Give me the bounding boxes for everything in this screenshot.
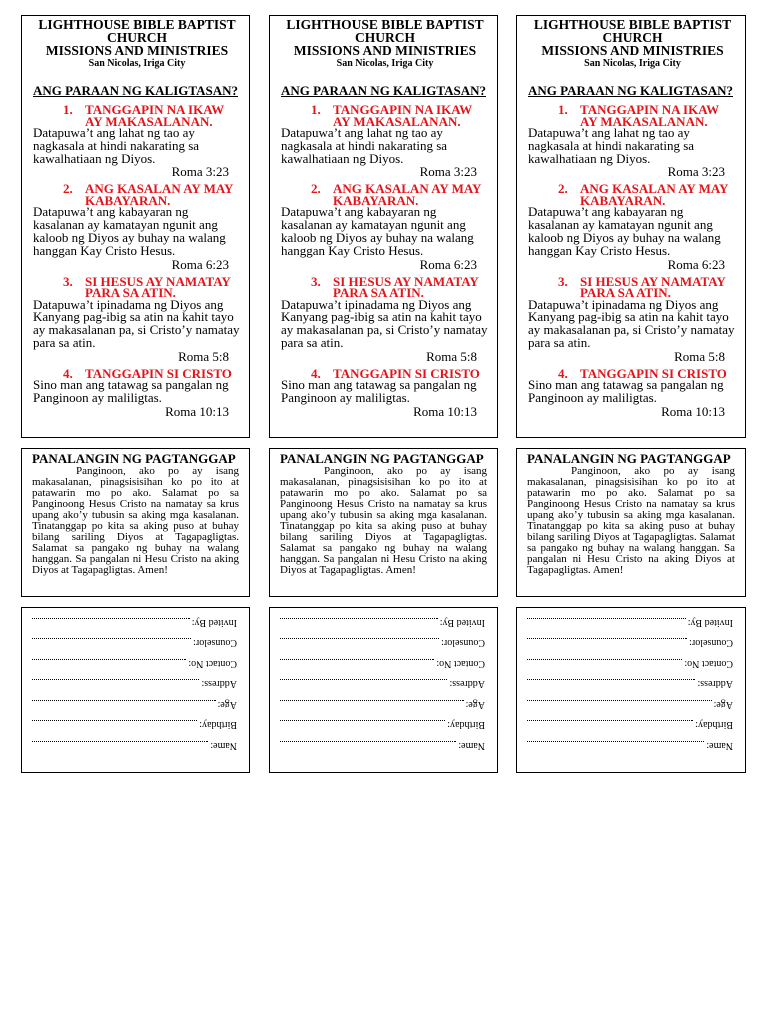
- bible-reference: Roma 5:8: [178, 348, 229, 364]
- form-row: Counselor:: [32, 627, 237, 648]
- church-location: San Nicolas, Iriga City: [336, 58, 434, 69]
- point-title: 1. TANGGAPIN NA IKAW AY MAKASALANAN.: [558, 102, 719, 129]
- fill-line[interactable]: [527, 721, 693, 730]
- form-row: Address:: [527, 668, 733, 689]
- prayer-title: PANALANGIN NG PAGTANGGAP: [527, 451, 731, 466]
- fill-line[interactable]: [527, 618, 686, 627]
- form-row: Age:: [32, 689, 237, 710]
- fill-line[interactable]: [280, 721, 445, 730]
- point-title: 4. TANGGAPIN SI CRISTO: [311, 365, 480, 381]
- fill-line[interactable]: [32, 680, 199, 689]
- form-row: Birthday:: [280, 709, 485, 730]
- bible-reference: Roma 3:23: [667, 164, 725, 180]
- fill-line[interactable]: [32, 639, 191, 648]
- bible-reference: Roma 10:13: [165, 403, 229, 419]
- fill-line[interactable]: [280, 741, 456, 750]
- prayer-text: Panginoon, ako po ay isang makasalanan, pinagsisisihan ko po ito at patawarin mo po ako. Salamat po sa Panginoong Hesus Cristo na namatay sa krus upang ako’y tubusin sa aking mga kasalanan. Tinatanggap po kita sa aking puso at buhay bilang sariling Diyos at Tagapagligtas. Salamat sa pangako ng buhay na walang hanggan. Sa pangalan ni Hesu Cristo na aking Diyos at Tagapagligtas. Amen!: [280, 465, 487, 576]
- decision-form-2: [269, 607, 498, 773]
- point-text: Sino man ang tatawag sa pangalan ng Panginoon ay maliligtas.: [528, 377, 724, 406]
- fill-line[interactable]: [32, 700, 216, 709]
- form-row: Name:: [32, 730, 237, 751]
- fill-line[interactable]: [280, 618, 438, 627]
- fill-line[interactable]: [32, 659, 186, 668]
- point-title: 4. TANGGAPIN SI CRISTO: [63, 365, 232, 381]
- fill-line[interactable]: [527, 700, 712, 709]
- bible-reference: Roma 6:23: [419, 256, 477, 272]
- point-text: Datapuwa’t ipinadama ng Diyos ang Kanyang pag-ibig sa atin na kahit tayo ay makasalanan pa, si Cristo’y namatay para sa atin.: [33, 296, 240, 350]
- point-text: Datapuwa’t ang lahat ng tao ay nagkasala at hindi nakarating sa kawalhatiaan ng Diyos.: [528, 125, 695, 166]
- point-title: 1. TANGGAPIN NA IKAW AY MAKASALANAN.: [311, 102, 472, 129]
- form-row: Birthday:: [527, 709, 733, 730]
- form-row: Contact No:: [527, 648, 733, 669]
- bible-reference: Roma 10:13: [413, 403, 477, 419]
- tract-heading: ANG PARAAN NG KALIGTASAN?: [281, 83, 486, 98]
- bible-reference: Roma 3:23: [419, 164, 477, 180]
- point-text: Datapuwa’t ang lahat ng tao ay nagkasala at hindi nakarating sa kawalhatiaan ng Diyos.: [281, 125, 448, 166]
- tract-card-3: [516, 15, 746, 438]
- form-row: Name:: [280, 730, 485, 751]
- church-name: LIGHTHOUSE BIBLE BAPTIST CHURCH MISSIONS AND MINISTRIES: [533, 17, 732, 58]
- point-text: Datapuwa’t ang kabayaran ng kasalanan ay kamatayan ngunit ang kaloob ng Diyos ay buhay na walang hanggan Kay Cristo Hesus.: [281, 204, 474, 258]
- point-title: 3. SI HESUS AY NAMATAY PARA SA ATIN.: [311, 273, 479, 301]
- form-row: Name:: [527, 730, 733, 751]
- form-row: Address:: [280, 668, 485, 689]
- point-title: 3. SI HESUS AY NAMATAY PARA SA ATIN.: [63, 273, 231, 301]
- point-text: Datapuwa’t ang lahat ng tao ay nagkasala at hindi nakarating sa kawalhatiaan ng Diyos.: [33, 125, 200, 166]
- point-title: 2. ANG KASALAN AY MAY KABAYARAN.: [63, 181, 233, 208]
- point-title: 2. ANG KASALAN AY MAY KABAYARAN.: [558, 181, 728, 208]
- decision-form-3: [516, 607, 746, 773]
- form-row: Invited By:: [32, 607, 237, 628]
- fill-line[interactable]: [280, 700, 464, 709]
- fill-line[interactable]: [527, 680, 695, 689]
- fill-line[interactable]: [280, 639, 439, 648]
- fill-line[interactable]: [32, 618, 190, 627]
- point-title: 3. SI HESUS AY NAMATAY PARA SA ATIN.: [558, 273, 726, 301]
- fill-line[interactable]: [527, 639, 687, 648]
- form-row: Birthday:: [32, 709, 237, 730]
- point-text: Datapuwa’t ipinadama ng Diyos ang Kanyang pag-ibig sa atin na kahit tayo ay makasalanan pa, si Cristo’y namatay para sa atin.: [281, 296, 488, 350]
- prayer-text: Panginoon, ako po ay isang makasalanan, pinagsisisihan ko po ito at patawarin mo po ako. Salamat po sa Panginoong Hesus Cristo na namatay sa krus upang ako’y tubusin sa aking mga kasalanan. Tinatanggap po kita sa aking puso at buhay bilang sariling Diyos at Tagapagligtas. Salamat sa pangako ng buhay na walang hanggan. Sa pangalan ni Hesu Cristo na aking Diyos at Tagapagligtas. Amen!: [527, 465, 735, 576]
- point-text: Datapuwa’t ang kabayaran ng kasalanan ay kamatayan ngunit ang kaloob ng Diyos ay buhay na walang hanggan Kay Cristo Hesus.: [33, 204, 226, 258]
- fill-line[interactable]: [32, 741, 208, 750]
- form-row: Address:: [32, 668, 237, 689]
- point-text: Sino man ang tatawag sa pangalan ng Panginoon ay maliligtas.: [33, 377, 229, 406]
- tract-heading: ANG PARAAN NG KALIGTASAN?: [528, 83, 733, 98]
- fill-line[interactable]: [527, 741, 704, 750]
- prayer-card-1: [21, 448, 250, 597]
- form-row: Contact No:: [280, 648, 485, 669]
- bible-reference: Roma 10:13: [661, 403, 725, 419]
- tract-card-1: [21, 15, 250, 438]
- form-row: Counselor:: [527, 627, 733, 648]
- church-location: San Nicolas, Iriga City: [584, 58, 681, 69]
- point-title: 2. ANG KASALAN AY MAY KABAYARAN.: [311, 181, 481, 208]
- form-row: Invited By:: [527, 607, 733, 628]
- fill-line[interactable]: [280, 680, 447, 689]
- decision-form-1: [21, 607, 250, 773]
- prayer-card-2: [269, 448, 498, 597]
- point-text: Datapuwa’t ang kabayaran ng kasalanan ay kamatayan ngunit ang kaloob ng Diyos ay buhay na walang hanggan Kay Cristo Hesus.: [528, 204, 721, 258]
- form-row: Invited By:: [280, 607, 485, 628]
- form-row: Age:: [280, 689, 485, 710]
- tract-card-2: [269, 15, 498, 438]
- church-location: San Nicolas, Iriga City: [88, 58, 186, 69]
- point-title: 1. TANGGAPIN NA IKAW AY MAKASALANAN.: [63, 102, 224, 129]
- bible-reference: Roma 6:23: [171, 256, 229, 272]
- fill-line[interactable]: [280, 659, 434, 668]
- form-row: Contact No:: [32, 648, 237, 669]
- bible-reference: Roma 5:8: [674, 348, 725, 364]
- point-text: Datapuwa’t ipinadama ng Diyos ang Kanyang pag-ibig sa atin na kahit tayo ay makasalanan pa, si Cristo’y namatay para sa atin.: [528, 296, 735, 350]
- prayer-title: PANALANGIN NG PAGTANGGAP: [32, 451, 236, 466]
- church-name: LIGHTHOUSE BIBLE BAPTIST CHURCH MISSIONS AND MINISTRIES: [38, 17, 236, 58]
- fill-line[interactable]: [527, 659, 682, 668]
- church-name: LIGHTHOUSE BIBLE BAPTIST CHURCH MISSIONS AND MINISTRIES: [286, 17, 484, 58]
- form-row: Counselor:: [280, 627, 485, 648]
- tract-heading: ANG PARAAN NG KALIGTASAN?: [33, 83, 238, 98]
- prayer-card-3: [516, 448, 746, 597]
- point-text: Sino man ang tatawag sa pangalan ng Panginoon ay maliligtas.: [281, 377, 477, 406]
- point-title: 4. TANGGAPIN SI CRISTO: [558, 365, 727, 381]
- prayer-text: Panginoon, ako po ay isang makasalanan, pinagsisisihan ko po ito at patawarin mo po ako. Salamat po sa Panginoong Hesus Cristo na namatay sa krus upang ako’y tubusin sa aking mga kasalanan. Tinatanggap po kita sa aking puso at buhay bilang sariling Diyos at Tagapagligtas. Salamat sa pangako ng buhay na walang hanggan. Sa pangalan ni Hesu Cristo na aking Diyos at Tagapagligtas. Amen!: [32, 465, 239, 576]
- fill-line[interactable]: [32, 721, 197, 730]
- bible-reference: Roma 6:23: [667, 256, 725, 272]
- bible-reference: Roma 3:23: [171, 164, 229, 180]
- form-row: Age:: [527, 689, 733, 710]
- prayer-title: PANALANGIN NG PAGTANGGAP: [280, 451, 484, 466]
- bible-reference: Roma 5:8: [426, 348, 477, 364]
